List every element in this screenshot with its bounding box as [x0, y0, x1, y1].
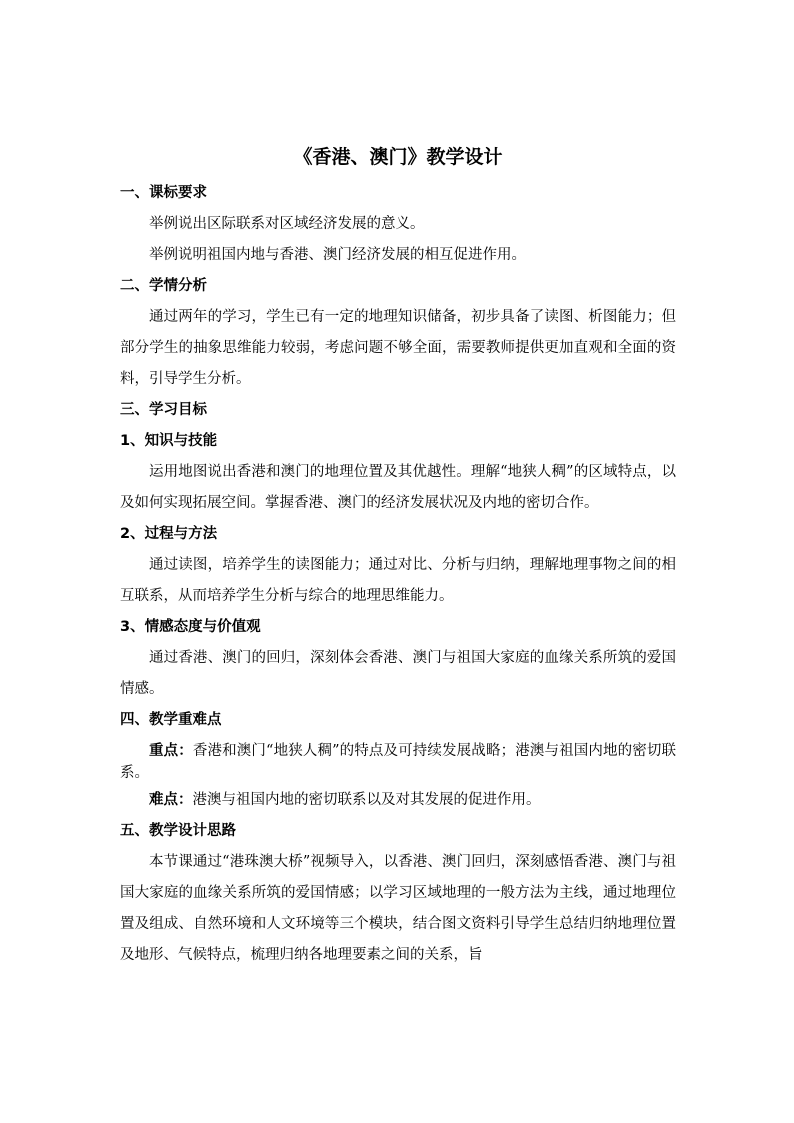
key-point-label: 重点： [149, 743, 193, 759]
document-title: 《香港、澳门》教学设计 [293, 146, 503, 168]
difficulty-paragraph [120, 789, 676, 811]
paragraph: 本节课通过“港珠澳大桥”视频导入，以香港、澳门回归，深刻感悟香港、澳门与祖国大家庭的血缘关系所筑的爱国情感；以学习区域地理的一般方法为主线，通过地理位置及组成、自然环境和人文环境等三个模块，结合图文资料引导学生总结归纳地理位置及地形、气候特点，梳理归纳各地理要素之间的关系，旨 [120, 854, 676, 963]
difficulty-text: 港澳与祖国内地的密切联系以及对其发展的促进作用。 [192, 792, 541, 808]
document-page [120, 142, 676, 971]
paragraph: 举例说出区际联系对区域经济发展的意义。 [149, 216, 425, 232]
difficulty-label: 难点： [149, 792, 193, 808]
subsection-heading-knowledge: 1、知识与技能 [120, 433, 218, 449]
key-point-text: 香港和澳门“地狭人稠”的特点及可持续发展战略；港澳与祖国内地的密切联系。 [120, 743, 676, 781]
paragraph: 举例说明祖国内地与香港、澳门经济发展的相互促进作用。 [149, 247, 526, 263]
paragraph: 通过两年的学习，学生已有一定的地理知识储备，初步具备了读图、析图能力；但部分学生的抽象思维能力较弱，考虑问题不够全面，需要教师提供更加直观和全面的资料，引导学生分析。 [120, 309, 676, 387]
section-heading-objectives: 三、学习目标 [120, 402, 207, 418]
paragraph: 通过读图，培养学生的读图能力；通过对比、分析与归纳，理解地理事物之间的相互联系，从而培养学生分析与综合的地理思维能力。 [120, 557, 676, 604]
paragraph: 通过香港、澳门的回归，深刻体会香港、澳门与祖国大家庭的血缘关系所筑的爱国情感。 [120, 650, 676, 697]
subsection-heading-attitude: 3、情感态度与价值观 [120, 619, 261, 635]
section-heading-curriculum: 一、课标要求 [120, 185, 207, 201]
section-heading-key-points: 四、教学重难点 [120, 712, 222, 728]
key-point-paragraph [120, 740, 676, 784]
subsection-heading-process: 2、过程与方法 [120, 526, 218, 542]
paragraph: 运用地图说出香港和澳门的地理位置及其优越性。理解“地狭人稠”的区域特点，以及如何实现拓展空间。掌握香港、澳门的经济发展状况及内地的密切合作。 [120, 464, 676, 511]
section-heading-design-idea: 五、教学设计思路 [120, 823, 236, 839]
section-heading-learner-analysis: 二、学情分析 [120, 278, 207, 294]
